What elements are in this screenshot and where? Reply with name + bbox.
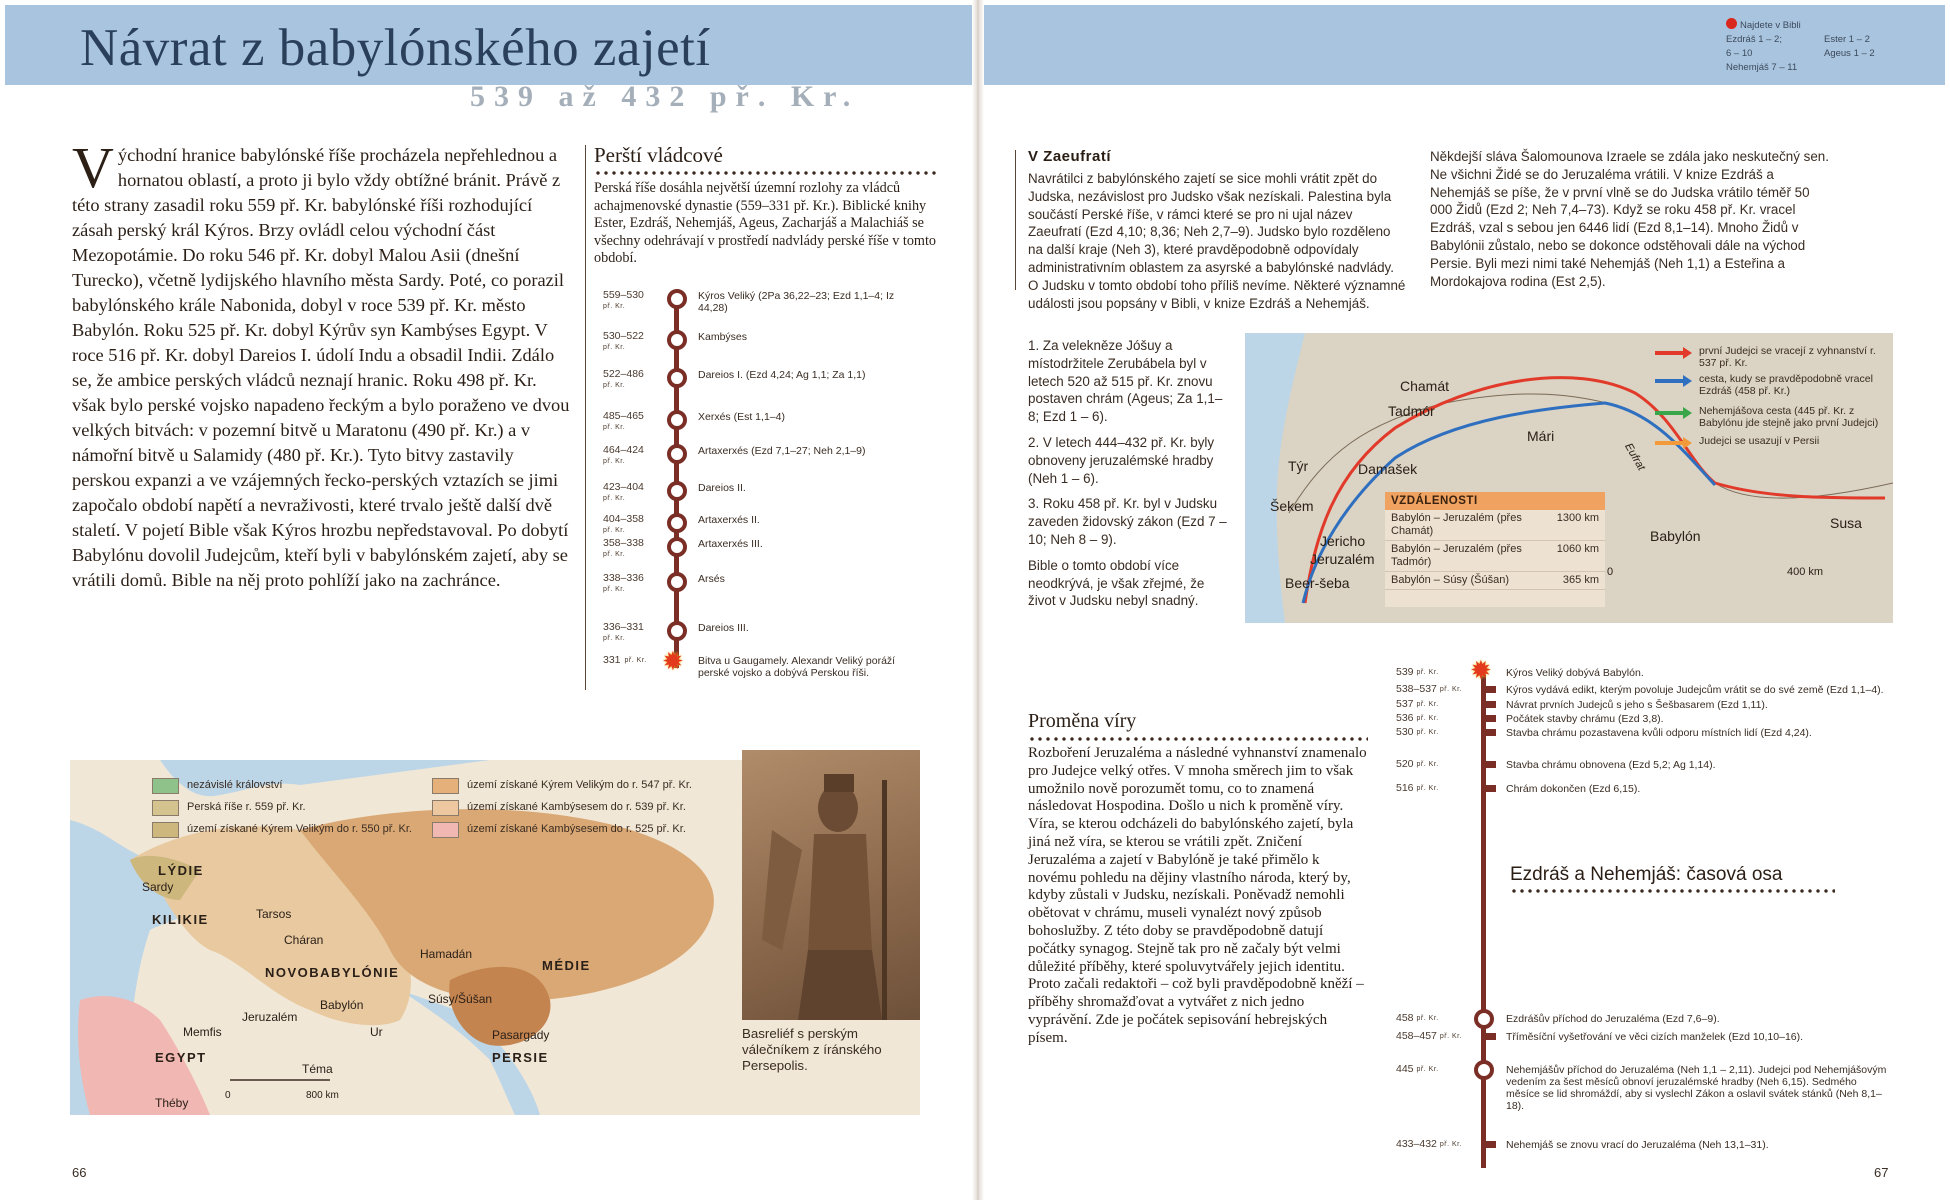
timeline-date-era: př. Kr. (1416, 715, 1439, 722)
timeline-date-era: př. Kr. (1439, 686, 1463, 693)
timeline-node (667, 410, 687, 430)
ruler-date-value: 559–530 (603, 289, 644, 301)
distance-row: Babylón – Jeruzalém (přes Chamát) 1300 km (1385, 510, 1605, 541)
timeline-text: Ezdrášův příchod do Jeruzaléma (Ezd 7,6–9). (1506, 1013, 1720, 1025)
label-pasargady: Pasargady (492, 1028, 550, 1042)
label-sekem: Šekem (1270, 498, 1314, 514)
legend-swatch (152, 778, 179, 794)
route-legend-text: cesta, kudy se pravděpodobně vracel Ezdráš (458 př. Kr.) (1699, 373, 1873, 397)
ruler-date-value: 358–338 (603, 537, 644, 549)
timeline-date-era: př. Kr. (1439, 1141, 1463, 1148)
page-number-left: 66 (72, 1165, 87, 1180)
relief-caption: Basreliéf s perským válečníkem z íránského Persepolis. (742, 1026, 882, 1073)
book-spine (972, 0, 984, 1200)
ruler-date-value: 331 (603, 654, 621, 666)
timeline-date-value: 530 (1396, 726, 1414, 738)
timeline-date-value: 445 (1396, 1063, 1414, 1075)
ezra-timeline-line (1481, 668, 1486, 1168)
label-chamat: Chamát (1400, 378, 1450, 394)
ruler-date-value: 464–424 (603, 444, 644, 456)
timeline-date-value: 516 (1396, 782, 1414, 794)
timeline-date-era: př. Kr. (1416, 785, 1439, 792)
label-jericho: Jericho (1320, 533, 1366, 549)
timeline-date-value: 536 (1396, 712, 1414, 724)
label-babylon-2: Babylón (1650, 528, 1701, 544)
arrow-head-icon (1683, 375, 1692, 387)
ruler-text: Artaxerxés III. (698, 538, 763, 550)
timeline-date-era: př. Kr. (1416, 1015, 1439, 1022)
rulers-heading: Perští vládcové (594, 143, 723, 167)
label-tadmor: Tadmór (1388, 403, 1435, 419)
timeline-node (1474, 1060, 1494, 1080)
ruler-date (603, 331, 661, 353)
label-novobabylonie: NOVOBABYLÓNIE (265, 965, 400, 980)
ruler-text: Dareios II. (698, 482, 746, 494)
timeline-date-value: 539 (1396, 666, 1414, 678)
label-ur: Ur (370, 1025, 383, 1039)
legend-text: území získané Kambýsesem do r. 539 př. Kr. (467, 801, 686, 813)
red-star-icon: ✹ (662, 647, 684, 676)
timeline-text: Počátek stavby chrámu (Ezd 3,8). (1506, 713, 1664, 725)
ruler-text: Bitva u Gaugamely. Alexandr Veliký poráží perské vojsko a dobývá Perskou říši. (698, 655, 896, 679)
label-hamadan: Hamadán (420, 947, 473, 961)
numbered-tail: Bible o tomto období více neodkrývá, je však zřejmé, že život v Judsku nebyl snadný. (1028, 557, 1205, 609)
timeline-text: Stavba chrámu pozastavena kvůli odporu místních lidí (Ezd 4,24). (1506, 727, 1812, 739)
label-eufrat: Eufrat (1622, 441, 1648, 473)
timeline-date (1396, 727, 1476, 738)
label-babylon: Babylón (320, 998, 364, 1012)
label-tema: Téma (302, 1062, 333, 1076)
label-charan: Cháran (284, 933, 324, 947)
label-damasek: Damašek (1358, 461, 1418, 477)
timeline-node (667, 289, 687, 309)
ruler-date (603, 411, 661, 433)
timeline-text: Kýros Veliký dobývá Babylón. (1506, 667, 1644, 679)
ruler-date-era: př. Kr. (603, 586, 626, 593)
timeline-text: Chrám dokončen (Ezd 6,15). (1506, 783, 1641, 795)
dotted-rule-timeline (1510, 888, 1835, 894)
ruler-date-era: př. Kr. (603, 527, 626, 534)
timeline-date-era: př. Kr. (1416, 1066, 1439, 1073)
route-legend-text: Judejci se usazují v Persii (1699, 435, 1820, 447)
page-subtitle: 539 až 432 př. Kr. (470, 80, 860, 113)
label-susy: Súsy/Šúšan (428, 992, 493, 1006)
timeline-date-value: 538–537 (1396, 683, 1437, 695)
ruler-text: Dareios I. (Ezd 4,24; Ag 1,1; Za 1,1) (698, 369, 866, 381)
scale-label: 800 km (306, 1090, 339, 1101)
timeline-node (667, 513, 687, 533)
label-kilikie: KILIKIE (152, 912, 209, 927)
label-lydie: LÝDIE (158, 863, 204, 878)
ruler-date (603, 538, 661, 560)
legend-text: nezávislé království (187, 779, 283, 791)
legend-text: území získané Kýrem Velikým do r. 547 př. Kr. (467, 779, 692, 791)
ruler-text: Artaxerxés (Ezd 7,1–27; Neh 2,1–9) (698, 445, 866, 457)
timeline-date-value: 520 (1396, 758, 1414, 770)
timeline-text: Kýros vydává edikt, kterým povoluje Judejcům vrátit se do své země (Ezd 1,1–4). (1506, 684, 1884, 696)
timeline-date (1396, 783, 1476, 794)
ruler-date (603, 290, 661, 312)
ruler-date-value: 336–331 (603, 621, 644, 633)
reference-row: 6 – 10 Ageus 1 – 2 (1726, 48, 1875, 59)
rulers-text: Perská říše dosáhla největší územní rozlohy za vládců achajmenovské dynastie (559–331 př. Kr.). Biblické knihy Ester, Ezdráš, Nehemjáš, Ageus, Zacharjáš a Malachiáš se všechny odehrávají v prostředí nadvlády perské říše v tomto období. (594, 180, 936, 266)
drop-cap: V (72, 135, 114, 200)
arrow-head-icon (1683, 347, 1692, 359)
label-memfis: Memfis (183, 1025, 222, 1039)
reference-row: Nehemjáš 7 – 11 (1726, 62, 1798, 73)
dotted-rule (594, 170, 939, 176)
label-theby: Théby (155, 1096, 189, 1110)
persian-warrior-relief-icon (742, 750, 920, 1020)
timeline-tick (1481, 729, 1496, 736)
timeline-date-era: př. Kr. (1416, 761, 1439, 768)
timeline-node (667, 444, 687, 464)
legend-text: území získané Kýrem Velikým do r. 550 př. Kr. (187, 823, 412, 835)
faith-text: Rozboření Jeruzaléma a následné vyhnanství znamenalo pro Judejce velký otřes. V mnoha směrech jim to však umožnilo nově porozumět tomu, co to znamená následovat Hospodina. Došlo u nich k proměně víry. Víra, se kterou odcházeli do babylónského zajetí, byla jiná než víra, se kterou se vrátili zpět. Zničení Jeruzaléma a zajetí v Babylóně je také přimělo k novému pohledu na dějiny vlastního národa, který by, kdyby zůstali v Judsku, nezískali. Poněvadž nemohli obětovat v chrámu, museli vynalézt nový způsob bohoslužby. Z této doby se pravděpodobně datují počátky synagog. Stejně tak pro ně začaly být velmi důležité příběhy, které spoluvytvářely jejich identitu. Proto začali redaktoři – což byli pravděpodobně kněží – příběhy shromažďovat a vytvářet z nich jedno vyprávění. Zde je počátek sepisování hebrejských písem. (1028, 745, 1367, 1046)
label-jeruzalem-2: Jeruzalém (1310, 551, 1375, 567)
label-mari: Mári (1527, 428, 1555, 444)
ruler-date-value: 423–404 (603, 481, 644, 493)
page-title: Návrat z babylónského zajetí (80, 19, 711, 77)
label-jeruzalem: Jeruzalém (242, 1010, 298, 1024)
scale-zero: 0 (225, 1090, 231, 1101)
map2-scale-label: 400 km (1787, 566, 1824, 578)
ruler-date-era: př. Kr. (603, 551, 626, 558)
ruler-date-value: 485–465 (603, 410, 644, 422)
red-star-icon: ✹ (1470, 656, 1492, 685)
legend-swatch (152, 822, 179, 838)
route-legend-text: první Judejci se vracejí z vyhnanství r. 537 př. Kr. (1699, 345, 1876, 369)
ruler-date-value: 404–358 (603, 513, 644, 525)
timeline-tick (1481, 686, 1496, 693)
ruler-date-era: př. Kr. (603, 382, 626, 389)
ruler-text: Xerxés (Est 1,1–4) (698, 411, 785, 423)
ruler-date (603, 482, 661, 504)
timeline-text: Nehemjášův příchod do Jeruzaléma (Neh 1,1 – 2,11). Judejci pod Nehemjášovým vedením za šest měsíců obnoví jeruzalémské hradby (Neh 6,15). Sedmého měsíce se lid shromáždí, aby si vyslechl Zákon a oslavil svátek stánků (Neh 8,1–18). (1506, 1064, 1887, 1112)
timeline-date-value: 458 (1396, 1012, 1414, 1024)
ruler-date (603, 369, 661, 391)
dotted-rule-faith (1028, 736, 1368, 742)
ruler-date (603, 573, 661, 595)
column-divider-right (1015, 150, 1016, 290)
ruler-date-value: 530–522 (603, 330, 644, 342)
red-dot-icon (1726, 18, 1737, 29)
timeline-node (667, 621, 687, 641)
ruler-date-era: př. Kr. (603, 424, 626, 431)
timeline-date-value: 433–432 (1396, 1138, 1437, 1150)
legend-swatch (432, 822, 459, 838)
timeline-text: Stavba chrámu obnovena (Ezd 5,2; Ag 1,14). (1506, 759, 1716, 771)
timeline-date-value: 458–457 (1396, 1030, 1437, 1042)
timeline-date-era: př. Kr. (1439, 1033, 1463, 1040)
ruler-text: Kýros Veliký (2Pa 36,22–23; Ezd 1,1–4; Iz 44,28) (698, 290, 895, 314)
timeline-heading: Ezdráš a Nehemjáš: časová osa (1510, 864, 1783, 885)
label-medie: MÉDIE (542, 958, 591, 973)
map2-scale-zero: 0 (1607, 566, 1614, 578)
timeline-date-era: př. Kr. (1416, 701, 1439, 708)
timeline-date (1396, 684, 1476, 695)
ruler-date-era: př. Kr. (603, 495, 626, 502)
timeline-text: Návrat prvních Judejců s jeho s Šešbasarem (Ezd 1,11). (1506, 699, 1768, 711)
ruler-date-value: 338–336 (603, 572, 644, 584)
timeline-node (667, 368, 687, 388)
timeline-node (1474, 1009, 1494, 1029)
distance-row: Babylón – Súsy (Šúšan) 365 km (1385, 572, 1605, 590)
label-beerseba: Beer-šeba (1285, 575, 1350, 591)
timeline-text: Tříměsíční vyšetřování ve věci cizích manželek (Ezd 10,10–16). (1506, 1031, 1804, 1043)
timeline-node (667, 537, 687, 557)
numbered-list (1028, 337, 1233, 610)
timeline-date (1396, 1031, 1476, 1042)
label-tarsos: Tarsos (256, 907, 292, 921)
label-susa: Susa (1830, 515, 1862, 531)
numbered-item: 2. V letech 444–432 př. Kr. byly obnoveny jeruzalémské hradby (Neh 1 – 6). (1028, 434, 1215, 486)
route-arrow-icon (1655, 351, 1685, 355)
ruler-date-era: př. Kr. (603, 344, 626, 351)
legend-swatch (152, 800, 179, 816)
ruler-date (603, 622, 661, 644)
distances-table (1385, 492, 1605, 607)
timeline-tick (1481, 785, 1496, 792)
ruler-text: Kambýses (698, 331, 748, 343)
timeline-date-value: 537 (1396, 698, 1414, 710)
label-sardy: Sardy (142, 880, 174, 894)
timeline-date (1396, 1064, 1476, 1075)
timeline-text: Nehemjáš se znovu vrací do Jeruzaléma (Neh 13,1–31). (1506, 1139, 1769, 1151)
zaeufrati-heading: V Zaeufratí (1028, 148, 1112, 165)
route-arrow-icon (1655, 379, 1685, 383)
ruler-date-value: 522–486 (603, 368, 644, 380)
arrow-head-icon (1683, 437, 1692, 449)
timeline-tick (1481, 715, 1496, 722)
legend-text: Perská říše r. 559 př. Kr. (187, 801, 306, 813)
label-persie: PERSIE (492, 1050, 549, 1065)
ruler-text: Artaxerxés II. (698, 514, 760, 526)
timeline-date (1396, 713, 1476, 724)
timeline-date (1396, 1139, 1476, 1150)
column-divider (585, 145, 586, 690)
arrow-head-icon (1683, 407, 1692, 419)
timeline-date-era: př. Kr. (1416, 669, 1439, 676)
distance-row: Babylón – Jeruzalém (přes Tadmór) 1060 km (1385, 541, 1605, 572)
legend-text: území získané Kambýsesem do r. 525 př. Kr. (467, 823, 686, 835)
distances-title: VZDÁLENOSTI (1385, 492, 1605, 510)
timeline-tick (1481, 761, 1496, 768)
timeline-date (1396, 1013, 1476, 1024)
timeline-date (1396, 759, 1476, 770)
route-arrow-icon (1655, 441, 1685, 445)
timeline-node (667, 330, 687, 350)
route-arrow-icon (1655, 411, 1685, 415)
legend-swatch (432, 778, 459, 794)
intro-text: Východní hranice babylónské říše procházela nepřehlednou a hornatou oblastí, a proto ji bylo vždy obtížné bránit. Právě z této strany zasadil roku 559 př. Kr. babylónské říši rozhodující zásah perský král Kýros. Brzy ovládl celou východní část Mezopotámie. Do roku 546 př. Kr. dobyl Malou Asii (dnešní Turecko), včetně lydijského hlavního města Sardy. Poté, co porazil babylónského krále Nabonida, dobyl v roce 539 př. Kr. město Babylón. Roku 525 př. Kr. dobyl Kýrův syn Kambýses Egypt. V roce 516 př. Kr. dobyl Dareios I. údolí Indu a obsadil Indii. Zdálo se, že ambice perských vládců neznají hranic. Roku 498 př. Kr. však bylo perské vojsko napadeno řeckým a bylo poraženo ve dvou velkých bitvách: v pozemní bitvě u Maratonu (490 př. Kr.) a v námořní bitvě u Salamidy (480 př. Kr.). Tyto bitvy zastavily perskou expanzi a ve vzájemných řecko-perských vztazích se jimi započalo období napětí a nevraživosti, které trvalo ještě další dvě staletí. V pojetí Bible však Kýros hrozbu nepředstavoval. Po dobytí Babylónu dovolil Judejcům, kteří byli v babylónském zajetí, aby se vrátili domů. Bible na něj proto pohlíží jako na zachránce. (72, 135, 570, 590)
faith-heading: Proměna víry (1028, 710, 1137, 732)
timeline-date (1396, 667, 1476, 678)
bible-references-title: Najdete v Bibli (1726, 18, 1906, 33)
ruler-text: Arsés (698, 573, 725, 585)
timeline-node (667, 572, 687, 592)
route-legend-text: Nehemjášova cesta (445 př. Kr. z Babylónu jde stejně jako první Judejci) (1699, 405, 1879, 429)
relief-image (742, 750, 920, 1020)
col2-text: Někdejší sláva Šalomounova Izraele se zdála jako neskutečný sen. Ne všichni Židé se do Jeruzaléma vrátili. V knize Ezdráš a Nehemjáš se píše, že v první vlně se do Judska vrátilo téměř 50 000 Židů (Ezd 2; Neh 7,4–73). Když se roku 458 př. Kr. vracel Ezdráš, vzal s sebou jen 6446 lidí (Ezd 8,1–14). Mnoho Židů v Babylónii zůstalo, nebo se dokonce odstěhovali dále na východ Persie. Byli mezi nimi také Nehemjáš (Neh 1,1) a Esteřina a Mordokajova rodina (Est 2,5). (1430, 149, 1829, 289)
legend-swatch (432, 800, 459, 816)
ruler-date (603, 655, 661, 666)
ruler-date (603, 514, 661, 536)
label-tyr: Týr (1288, 458, 1309, 474)
reference-row: Ezdráš 1 – 2; Ester 1 – 2 (1726, 34, 1870, 45)
label-egypt: EGYPT (155, 1050, 207, 1065)
ruler-date-era: př. Kr. (603, 635, 626, 642)
bible-references (1726, 18, 1906, 75)
ruler-date-era: př. Kr. (624, 657, 647, 664)
timeline-tick (1481, 1141, 1496, 1148)
timeline-date (1396, 699, 1476, 710)
zaeufrati-text: Navrátilci z babylónského zajetí se sice mohli vrátit zpět do Judska, nezávislost pro Judsko však nezískali. Palestina byla součástí Perské říše, v rámci které se pro ni ujal název Zaeufratí (Ezd 4,10; 8,36; Neh 2,7–9). Judsko bylo rozděleno na další kraje (Neh 3), které pravděpodobně odpovídaly administrativním oblastem za asyrské a babylónské nadvlády. O Judsku v tomto období toho příliš nevíme. Některé významné události jsou popsány v Bibli, v knize Ezdráš a Nehemjáš. (1028, 171, 1406, 311)
timeline-date-era: př. Kr. (1416, 729, 1439, 736)
ruler-date-era: př. Kr. (603, 458, 626, 465)
timeline-tick (1481, 701, 1496, 708)
page-number-right: 67 (1874, 1165, 1889, 1180)
timeline-node (667, 481, 687, 501)
timeline-tick (1481, 1033, 1496, 1040)
ruler-date (603, 445, 661, 467)
numbered-item: 1. Za velekněze Jóšuy a místodržitele Zerubábela byl v letech 520 až 515 př. Kr. znovu postaven chrám (Ageus; Za 1,1–8; Ezd 1 – 6). (1028, 338, 1223, 425)
ruler-text: Dareios III. (698, 622, 749, 634)
numbered-item: 3. Roku 458 př. Kr. byl v Judsku zaveden židovský zákon (Ezd 7 – 10; Neh 8 – 9). (1028, 496, 1227, 547)
ruler-date-era: př. Kr. (603, 303, 626, 310)
